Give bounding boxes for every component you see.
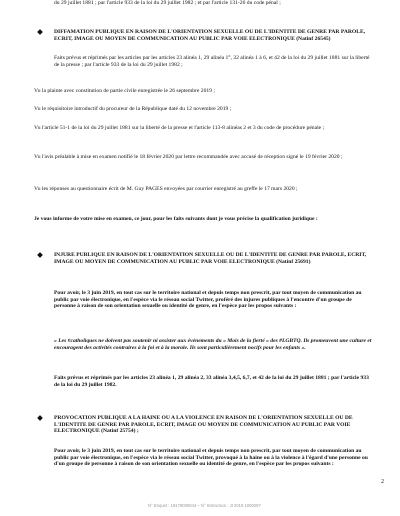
charge-heading-insult: INJURE PUBLIQUE EN RAISON DE L'ORIENTATION SEXUELLE OU DE L'IDENTITE DE GENRE PAR PAROLE, ECRIT, IMAGE OU MOYEN DE COMMUNICATION AU PUBLIC PAR VOIE ELECTRONIQUE (Natinf 25691) (54, 252, 367, 265)
bullet-icon (37, 252, 43, 258)
paragraph-answers: Vu les réponses au questionnaire écrit de M. Guy PAGES envoyées par courrier enregistré au greffe le 17 mars 2020 ; (34, 186, 298, 192)
charge-text-defamation: Faits prévus et réprimés par les articles par les articles 23 alinéa 1, 29 alinéa 1°, 32 alinéa 1 à 6, et 42 de la loi du 29 juillet 1881 sur la liberté de la presse ; par l'article 933 de la loi du 29 juillet 1982 ; (54, 55, 370, 68)
quote-tweet-1: « Les ¢catholiques ne doivent pas soutenir ni assister aux événements du « Mois de la fierté » des #LGBTQ. Ils promeuvent une culture et encouragent des activités contraires à la foi et à la morale. Ils sont particulièrement nocifs pour les enfants ». (54, 338, 372, 351)
paragraph-requisitoire: Vu le réquisitoire introductif du procureur de la République daté du 12 novembre 2019 ; (34, 106, 232, 112)
paragraph-article: Vu l'article 51-1 de la loi du 29 juillet 1881 sur la liberté de la presse et l'article 113-8 alinéas 2 et 3 du code de procédure pénale ; (34, 125, 325, 131)
bullet-icon (37, 415, 43, 421)
charge-heading-provocation: PROVOCATION PUBLIQUE A LA HAINE OU A LA VIOLENCE EN RAISON DE L'ORIENTATION SEXUELLE OU DE L'IDENTITE DE GENRE PAR PAROLE, ECRIT, IMAGE OU MOYEN DE COMMUNICATION AU PUBLIC PAR VOIE ELECTRONIQUE (Natinf 25754) ; (54, 415, 353, 435)
paragraph-legal-ref: du 29 juillet 1881 ; par l'article 933 de la loi du 29 juillet 1982 ; et par l'article 131-26 du code pénal ; (54, 0, 281, 6)
paragraph-notice: Vu l'avis préalable à mise en examen notifié le 18 février 2020 par lettre recommandée avec accusé de réception signé le 19 février 2020 ; (34, 154, 343, 160)
paragraph-facts-provocation: Pour avoir, le 3 juin 2019, en tout cas sur le territoire national et depuis temps non prescrit, par tout moyen de communication au public par voie électronique, en l'espèce via le réseau social Twitter, provoqué à la haine ou à la violence à l'égard d'une personne ou d'un groupe de personne à raison de son orientation sexuelle ou identité de genre, en l'espèce par les propos suivants : (54, 448, 368, 468)
paragraph-information: Je vous informe de votre mise en examen, ce jour, pour les faits suivants dont je vous précise la qualification juridique : (34, 216, 318, 222)
page-number: 2 (381, 479, 384, 485)
charge-heading-defamation: DIFFAMATION PUBLIQUE EN RAISON DE L'ORIENTATION SEXUELLE OU DE L'IDENTITE DE GENRE PAR PAROLE, ECRIT, IMAGE OU MOYEN DE COMMUNICATION AU PUBLIC PAR VOIE ELECTRONIQUE (Natinf 26545) (54, 29, 366, 42)
bullet-icon (37, 29, 43, 35)
paragraph-complaint: Vu la plainte avec constitution de partie civile enregistrée le 26 septembre 2019 ; (34, 88, 215, 94)
paragraph-legal-basis: Faits prévus et réprimés par les articles 23 alinéa 1, 29 alinéa 2, 33 alinéa 3,4,5, 6,7, et 42 de la loi du 29 juillet 1881 ; par l'article 933 de la loi du 29 juillet 1982. (54, 375, 369, 388)
footer-reference: N° Enquet : 19179000844 – N° Instruction : JI 2019 1000297 (148, 503, 261, 508)
paragraph-facts-insult: Pour avoir, le 3 juin 2019, en tout cas sur le territoire national et depuis temps non prescrit, par tout moyen de communication au public par voie électronique, en l'espèce via le réseau social Twitter, proféré des injures publiques à l'encontre d'un groupe de personne à raison de son orientation sexuelle ou identité de genre, en l'espèce par les propos suivants : (54, 290, 362, 310)
